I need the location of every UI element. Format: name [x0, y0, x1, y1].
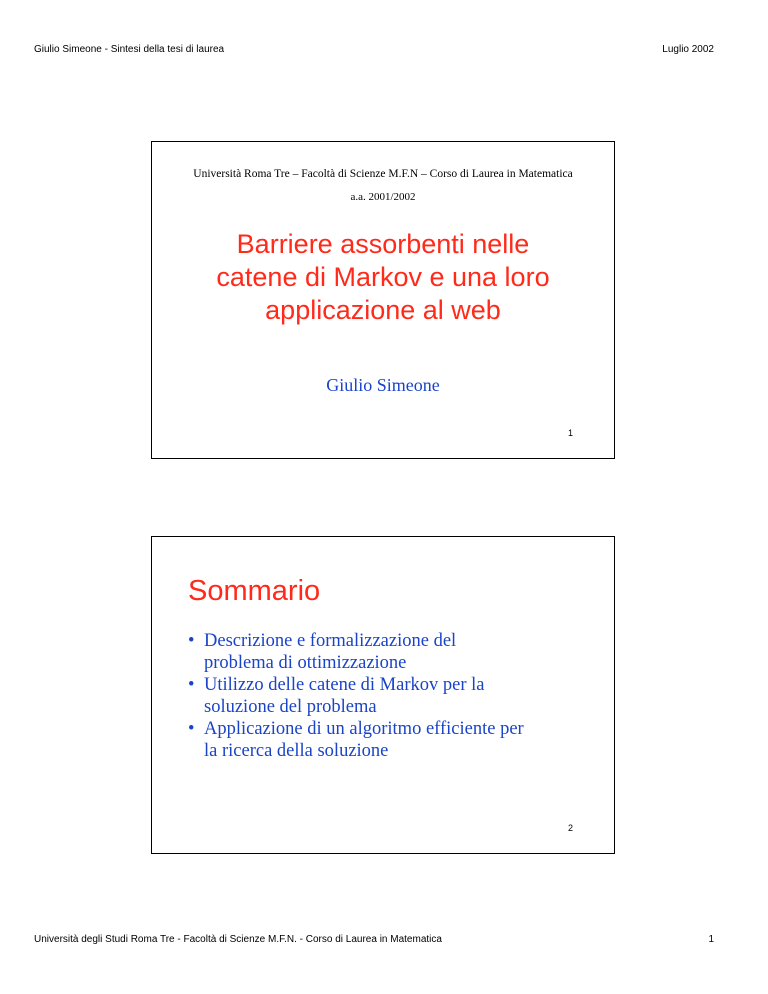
bullet-text: soluzione del problema: [204, 697, 377, 717]
page-header-left: Giulio Simeone - Sintesi della tesi di laurea: [34, 44, 225, 55]
slide-2: [151, 536, 615, 854]
bullet-text: problema di ottimizzazione: [204, 653, 407, 673]
title-line: applicazione al web: [265, 295, 501, 325]
bullet-icon: •: [188, 631, 195, 651]
page-footer-left: Università degli Studi Roma Tre - Facoltà di Scienze M.F.N. - Corso di Laurea in Matematica: [34, 934, 442, 945]
bullet-text: Applicazione di un algoritmo efficiente per: [204, 719, 524, 739]
title-line: catene di Markov e una loro: [216, 262, 550, 292]
slide-heading: Sommario: [188, 575, 321, 607]
university-line: Università Roma Tre – Facoltà di Scienze M.F.N – Corso di Laurea in Matematica: [193, 168, 573, 180]
bullet-icon: •: [188, 675, 195, 695]
bullet-text: Descrizione e formalizzazione del: [204, 631, 457, 651]
author-name: Giulio Simeone: [326, 375, 440, 395]
page-header-date: Luglio 2002: [662, 44, 714, 55]
slide-title: [172, 228, 594, 327]
slide-number: 1: [567, 428, 573, 438]
bullet-item: [188, 630, 584, 674]
bullet-item: [188, 674, 584, 718]
bullet-text: la ricerca della soluzione: [204, 741, 389, 761]
bullet-list: [188, 630, 584, 762]
slide-1: [151, 141, 615, 459]
title-line: Barriere assorbenti nelle: [236, 229, 530, 259]
slide-number: 2: [567, 823, 573, 833]
bullet-icon: •: [188, 719, 195, 739]
page-number: 1: [708, 934, 714, 945]
bullet-text: Utilizzo delle catene di Markov per la: [204, 675, 485, 695]
bullet-item: [188, 718, 584, 762]
academic-year: a.a. 2001/2002: [350, 191, 416, 203]
